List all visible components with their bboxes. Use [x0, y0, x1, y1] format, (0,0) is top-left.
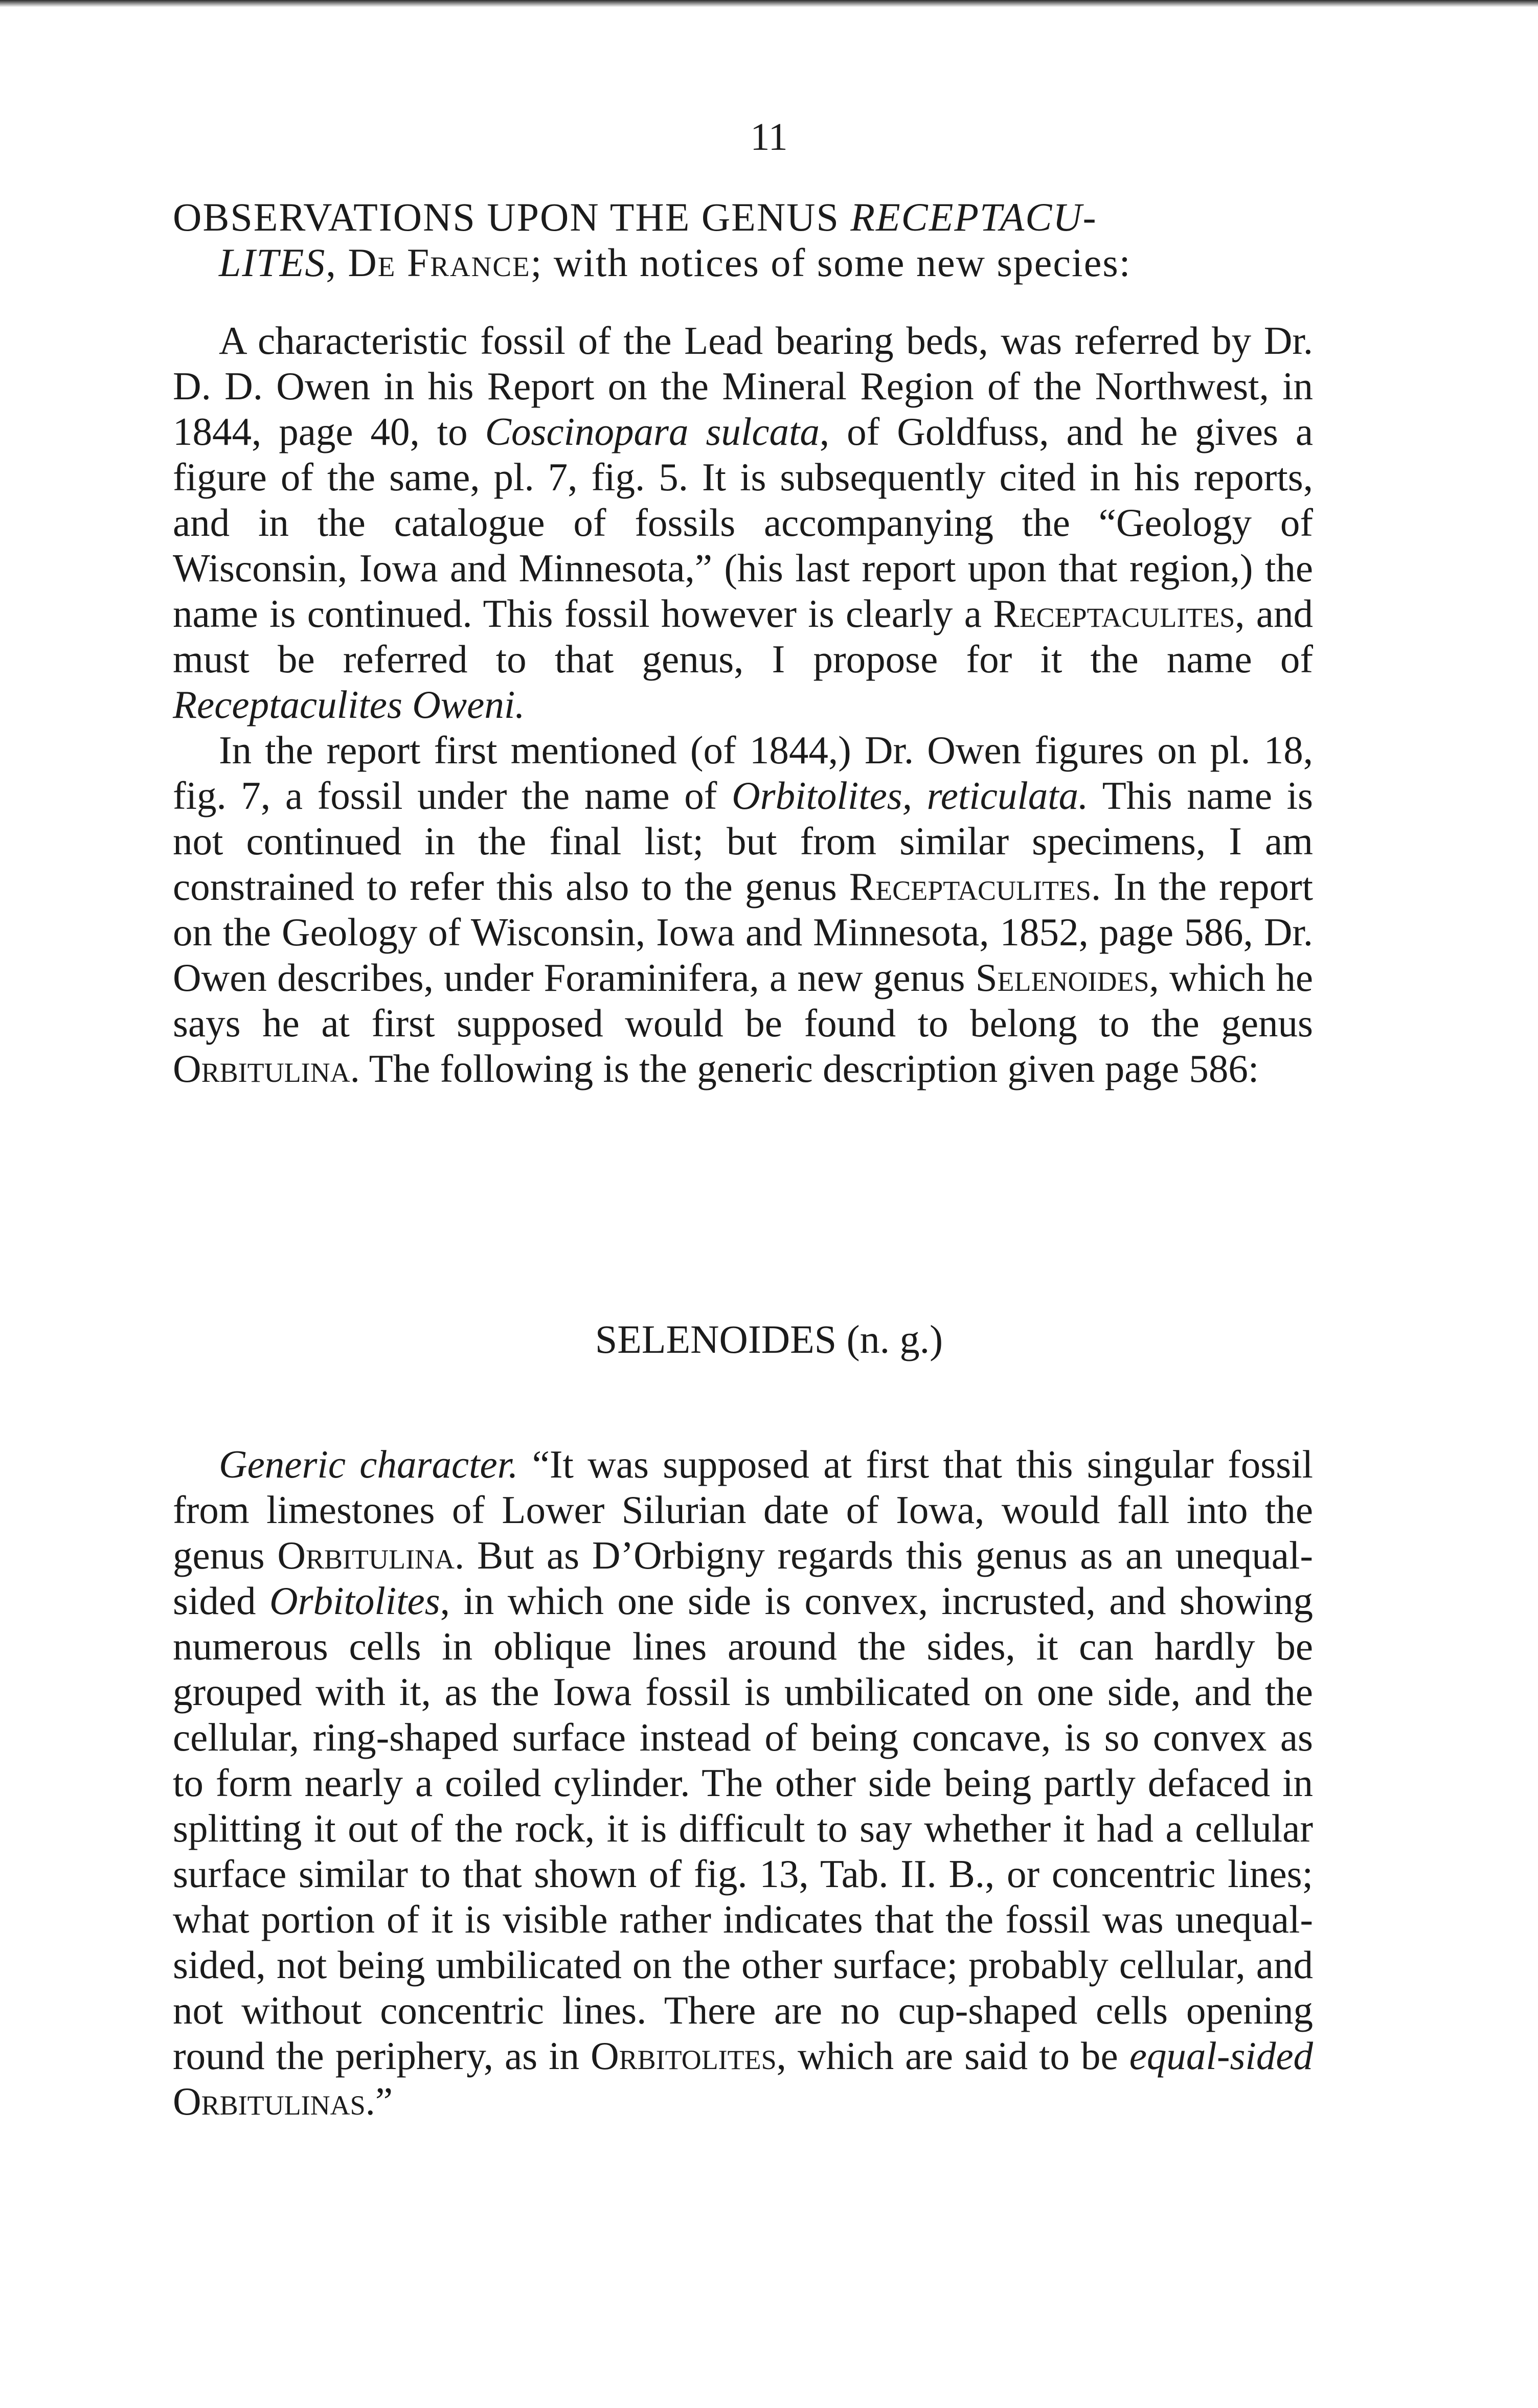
p3-smallcaps-2: Orbitolites: [591, 2034, 777, 2078]
p3-smallcaps-1: Orbitulina.: [277, 1533, 465, 1577]
title-genus-part1: RECEPTACU-: [850, 195, 1097, 239]
p1-text-2: , of Goldfuss, and he gives a figure of the same, pl. 7, fig. 5. It is subsequently cited in his reports, and in the catalogue of fossils accompanying the “Geology of Wisconsin, Iowa and Minnesota,” (his last report upon that region,) the name is continued. This fossil however is clearly a: [173, 410, 1314, 635]
p2-text-1: In the report first mentioned (of 1844,) Dr. Owen figures on pl. 18, fig. 7, a fossil under the name of: [173, 728, 1313, 817]
p3-text-3: , in which one side is convex, incrusted, and showing numerous cells in oblique lines around the sides, it can hardly be grouped with it, as the Iowa fossil is umbilicated on one side, and the cellular, ring-shaped surface instead of being concave, is so convex as to form nearly a coiled cylinder. The other side being partly defaced in splitting it out of the rock, it is difficult to say whether it had a cellular surface similar to that shown of fig. 13, Tab. II. B., or concentric lines; what portion of it is visible rather indicates that the fossil was unequal-sided, not being umbilicated on the other surface; probably cellular, and not without concentric lines. There are no cup-shaped cells opening round the periphery, as in: [173, 1579, 1313, 2078]
p3-text-2: But as D’Orbigny regards this genus as an unequal-sided: [173, 1533, 1313, 1623]
title-genus-part2: LITES: [219, 240, 326, 285]
p2-text-5: The following is the generic description given page 586:: [359, 1047, 1259, 1091]
p1-text-3: , and must be referred to that genus, I propose for it the name of: [173, 592, 1313, 681]
p1-italic-1: Coscinopara sulcata: [485, 410, 820, 453]
p1-italic-2: Receptaculites Oweni.: [173, 683, 525, 726]
title-author: De France: [348, 240, 531, 285]
title-line-2: LITES, De France; with notices of some new species:: [219, 240, 1132, 285]
section-heading: SELENOIDES (n. g.): [595, 1317, 943, 1361]
paragraph-1: [173, 318, 1313, 728]
p1-text-1: A characteristic fossil of the Lead bearing beds, was referred by Dr. D. D. Owen in his Report on the Mineral Region of the Northwest, in 1844, page 40, to: [173, 319, 1313, 453]
p2-smallcaps-2: Selenoides: [975, 956, 1149, 999]
p1-smallcaps-1: Receptaculites: [993, 592, 1235, 635]
p2-text-4: , which he says he at first supposed would be found to belong to the genus: [173, 956, 1313, 1045]
p3-italic-0: Generic character.: [219, 1442, 518, 1486]
p3-text-6: .”: [365, 2079, 393, 2123]
body-section-2: [173, 1442, 1313, 2124]
p2-text-3: In the report on the Geology of Wisconsin, Iowa and Minnesota, 1852, page 586, Dr. Owen describes, under Foraminifera, a new genus: [173, 865, 1313, 999]
p3-italic-2: equal-sided: [1129, 2034, 1313, 2078]
p2-smallcaps-1: Receptaculites.: [849, 865, 1101, 908]
p3-italic-1: Orbitolites: [269, 1579, 440, 1623]
paragraph-3: [173, 1442, 1313, 2124]
scan-edge: [0, 0, 1538, 7]
p2-smallcaps-3: Orbitulina.: [173, 1047, 360, 1091]
p2-text-2: This name is not continued in the final list; but from similar specimens, I am constrained to refer this also to the genus: [173, 774, 1314, 908]
p3-text-1: “It was supposed at first that this singular fossil from limestones of Lower Silurian date of Iowa, would fall into the genus: [173, 1442, 1313, 1577]
p3-text-4: , which are said to be: [776, 2034, 1129, 2078]
article-title: [173, 194, 1313, 285]
body-section-1: [173, 318, 1313, 1092]
p2-italic-1: Orbitolites, reticulata.: [732, 774, 1089, 817]
title-prefix: OBSERVATIONS UPON THE GENUS: [173, 195, 851, 239]
title-rest: ; with notices of some new species:: [530, 240, 1132, 285]
page-number: 11: [750, 116, 788, 158]
paragraph-2: [173, 728, 1313, 1092]
p3-smallcaps-3: Orbitulinas: [173, 2079, 366, 2123]
